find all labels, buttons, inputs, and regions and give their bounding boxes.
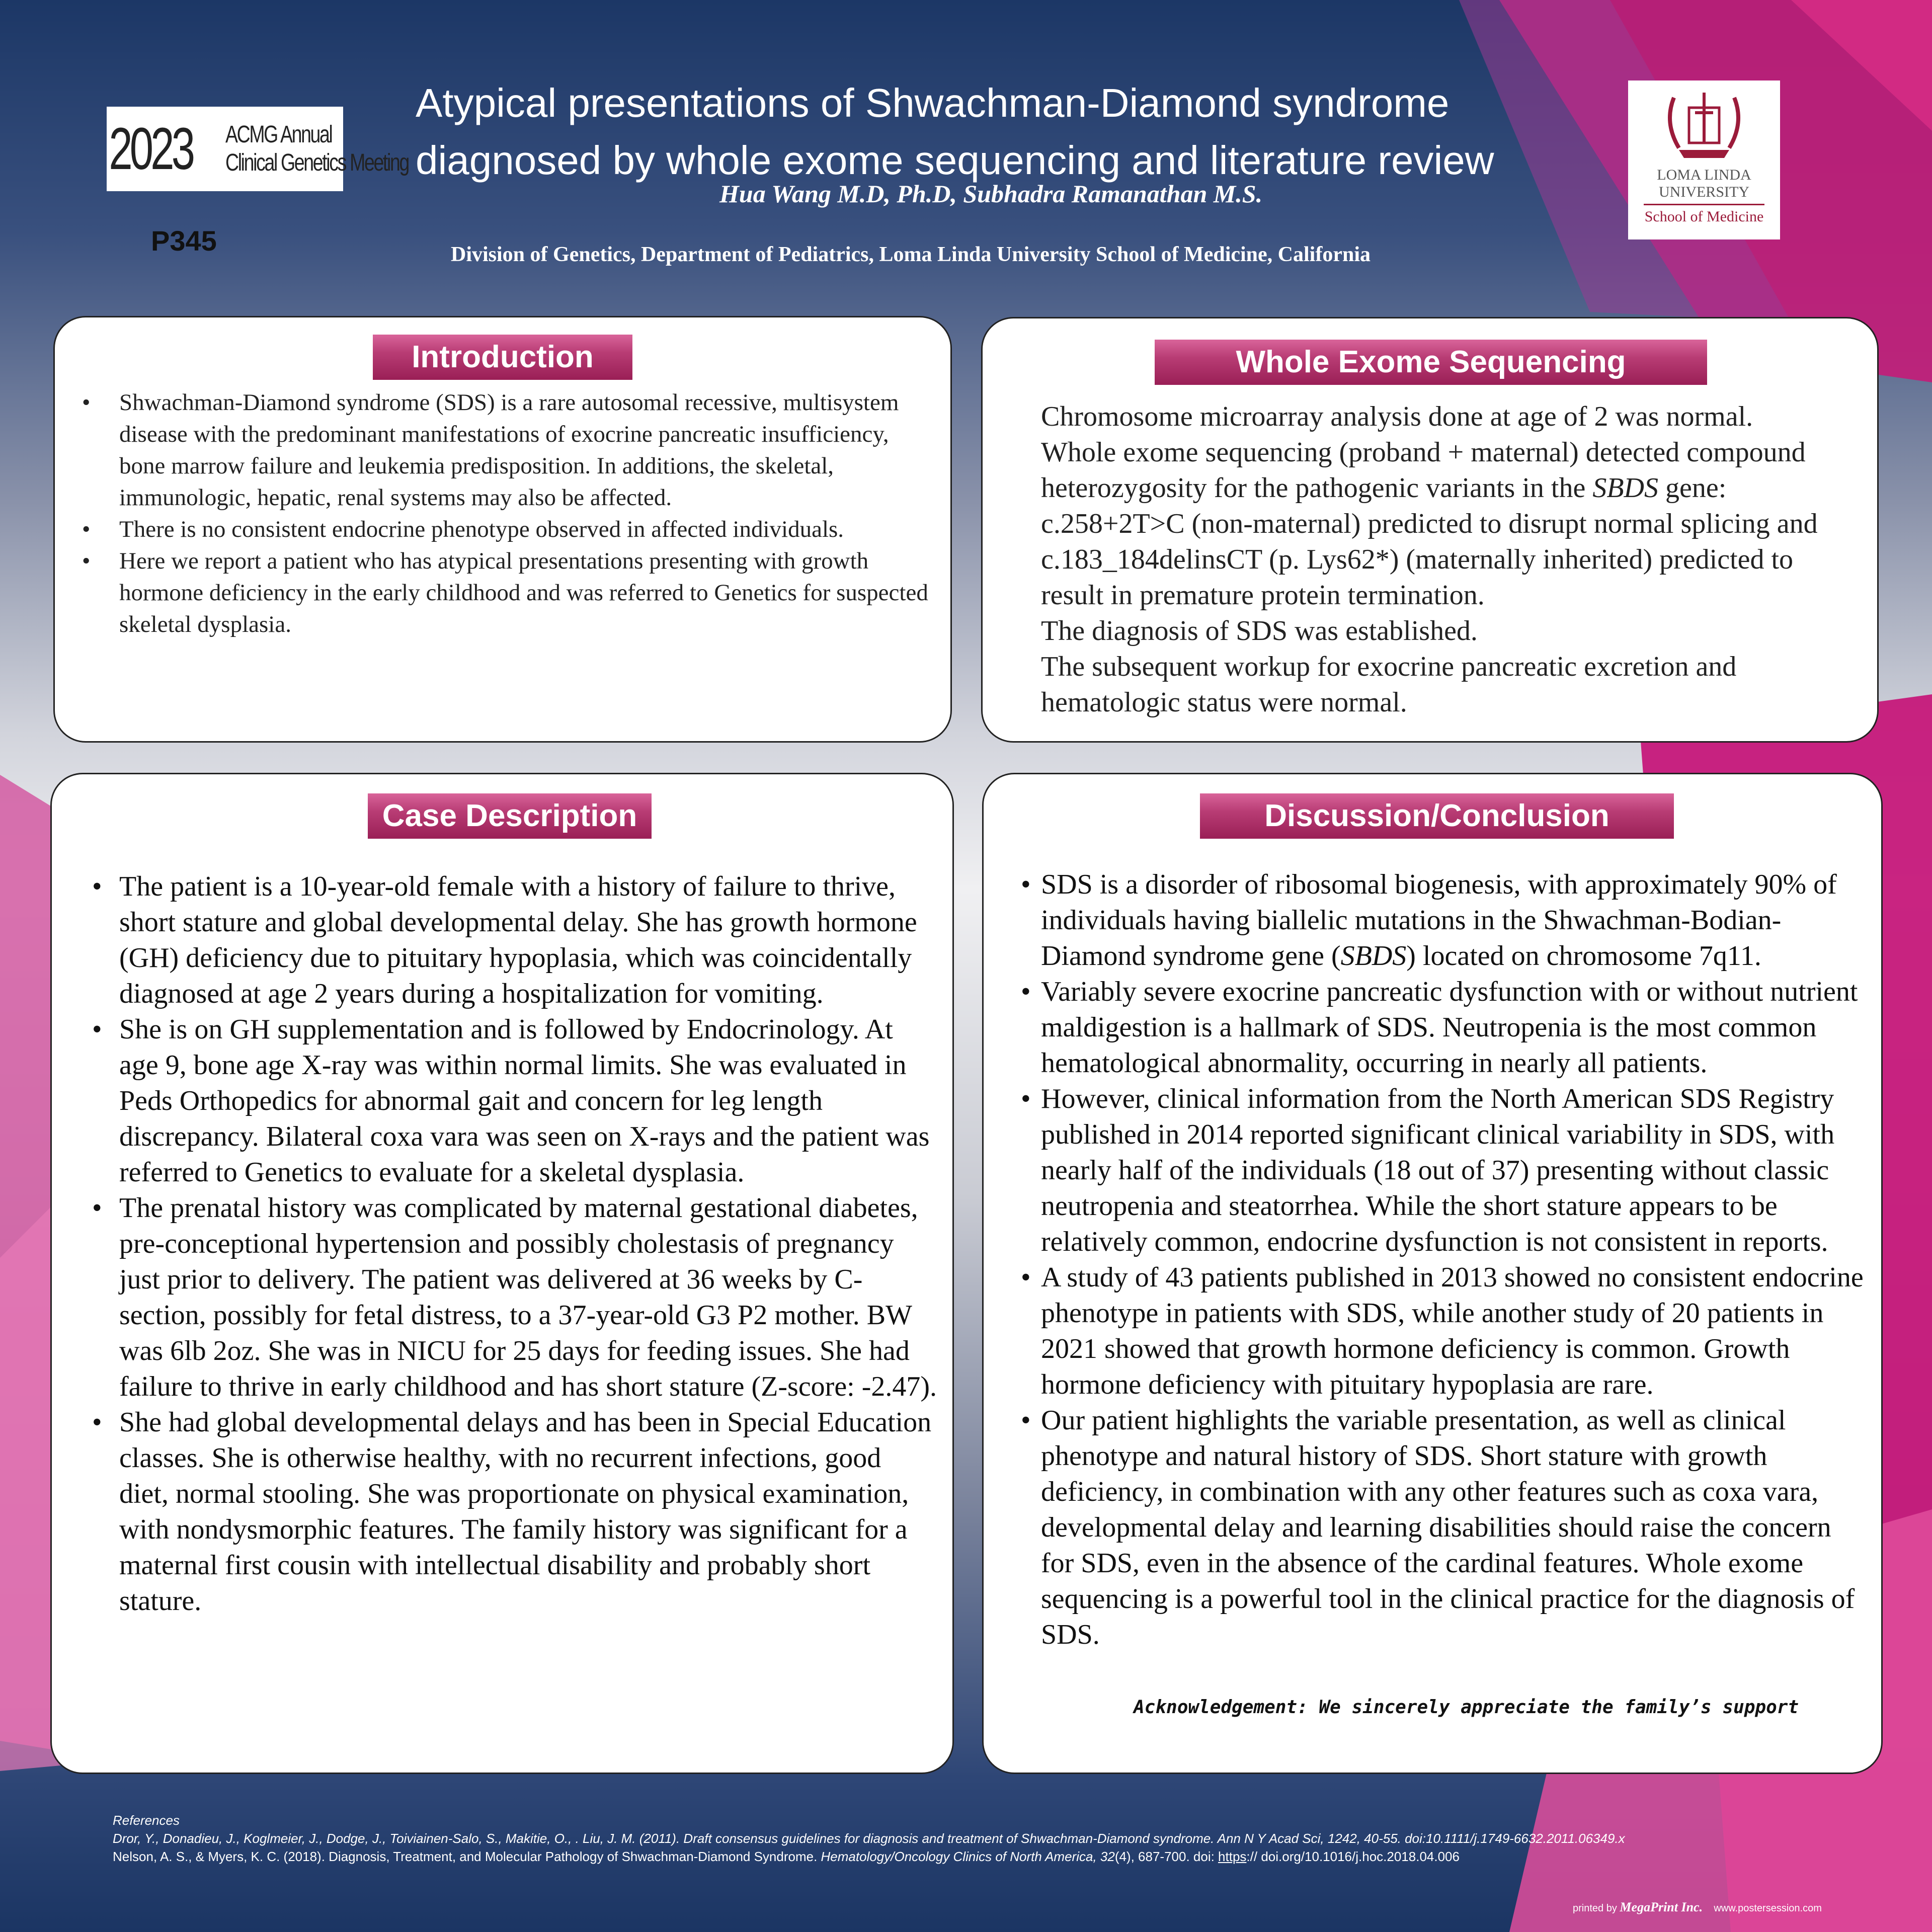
bullet-text: SDS is a disorder of ribosomal biogenesis, with approximately 90% of individuals having biallelic mutations in the Shwachman-Bodian-Diamond syndrome gene ( (1041, 869, 1837, 972)
bullet-text: A study of 43 patients published in 2013 showed no consistent endocrine phenotype in patients with SDS, while another study of 20 patients in 2021 showed that growth hormone deficiency is common. Growth hormone deficiency with pituitary hypoplasia are rare. (1041, 1262, 1864, 1400)
list-item (73, 545, 938, 640)
llu-school: School of Medicine (1644, 208, 1764, 225)
list-item (1021, 1260, 1866, 1403)
bullet-text: Shwachman-Diamond syndrome (SDS) is a rare autosomal recessive, multisystem disease with the predominant manifestations of exocrine pancreatic insufficiency, bone marrow failure and leukemia predisposition. In additions, the skeletal, immunologic, hepatic, renal systems may also be affected. (119, 389, 899, 511)
printer-site: www.postersession.com (1714, 1903, 1822, 1914)
gene-name: SBDS (1340, 940, 1407, 972)
poster-id: P345 (151, 225, 217, 257)
wes-p2b: gene: c.258+2T>C (non-maternal) predicted to disrupt normal splicing and c.183_184delinsCT (p. Lys62*) (maternally inherited) predicted to result in premature protein termination. (1041, 472, 1818, 611)
list-item (1021, 867, 1866, 974)
case-heading: Case Description (368, 793, 652, 839)
printer-credit (1573, 1900, 1822, 1915)
acmg-year: 2023 (109, 116, 193, 182)
llu-line2: UNIVERSITY (1659, 184, 1749, 200)
reference-2 (113, 1847, 1823, 1866)
authors: Hua Wang M.D, Ph.D, Subhadra Ramanathan M.S. (719, 180, 1263, 208)
affiliation: Division of Genetics, Department of Pediatrics, Loma Linda University School of Medicine, California (451, 243, 1371, 266)
acknowledgement: Acknowledgement: We sincerely appreciate the family’s support (1134, 1697, 1799, 1718)
doi-link[interactable]: https (1218, 1849, 1247, 1864)
bullet-icon: • (92, 1014, 102, 1045)
bullet-icon: • (92, 871, 102, 902)
references-heading: References (113, 1813, 180, 1828)
case-list (92, 869, 937, 1619)
wes-heading: Whole Exome Sequencing (1155, 340, 1707, 385)
wes-p3: The diagnosis of SDS was established. (1041, 615, 1478, 647)
list-item (92, 1012, 937, 1190)
bullet-icon: • (92, 1192, 102, 1224)
bullet-icon: • (92, 1407, 102, 1438)
bullet-text: She had global developmental delays and has been in Special Education classes. She is otherwise healthy, with no recurrent infections, good diet, normal stooling. She was proportionate on physical examination, with nondysmorphic features. The family history was significant for a maternal first cousin with intellectual disability and probably short stature. (119, 1407, 932, 1617)
discussion-list (1021, 867, 1866, 1653)
llu-divider (1644, 204, 1764, 205)
gene-name: SBDS (1592, 472, 1658, 504)
list-item (92, 869, 937, 1012)
wes-p1: Chromosome microarray analysis done at age of 2 was normal. (1041, 401, 1753, 432)
bullet-icon: • (1021, 1262, 1031, 1293)
list-item (92, 1190, 937, 1405)
introduction-heading: Introduction (373, 335, 632, 380)
bullet-text: However, clinical information from the North American SDS Registry published in 2014 reported significant clinical variability in SDS, with nearly half of the individuals (18 out of 37) presenting without classic neutropenia and steatorrhea. While the short stature appears to be relatively common, endocrine dysfunction is not consistent in reports. (1041, 1083, 1835, 1257)
reference-1: Dror, Y., Donadieu, J., Koglmeier, J., Dodge, J., Toiviainen-Salo, S., Makitie, O., . Liu, J. M. (2011). Draft consensus guidelines for diagnosis and treatment of Shwachman-Diamond syndrome. Ann N Y Acad Sci, 1242, 40-55. doi:10.1111/j.1749-6632.2011.06349.x (113, 1831, 1625, 1846)
llu-crest-icon (1659, 88, 1749, 163)
printed-by-label: printed by (1573, 1903, 1617, 1914)
title-line2: diagnosed by whole exome sequencing and literature review (416, 138, 1494, 183)
bullet-text: The prenatal history was complicated by maternal gestational diabetes, pre-conceptional hypertension and possibly cholestasis of pregnancy just prior to delivery. The patient was delivered at 36 weeks by C-section, possibly for fetal distress, to a 37-year-old G3 P2 mother. BW was 6lb 2oz. She was in NICU for 25 days for feeding issues. She had failure to thrive in early childhood and has short stature (Z-score: -2.47). (119, 1192, 937, 1402)
acmg-line2: Clinical Genetics Meeting (225, 149, 409, 176)
bullet-icon: • (1021, 1083, 1031, 1114)
acmg-line1: ACMG Annual (225, 121, 332, 148)
reference-2-doi: :// doi.org/10.1016/j.hoc.2018.04.006 (1246, 1849, 1460, 1864)
bullet-text: Here we report a patient who has atypical presentations presenting with growth hormone deficiency in the early childhood and was referred to Genetics for suspected skeletal dysplasia. (119, 548, 928, 637)
discussion-panel (982, 773, 1883, 1774)
bullet-text: There is no consistent endocrine phenotype observed in affected individuals. (119, 516, 844, 542)
bullet-icon: • (82, 548, 91, 574)
bullet-text: Variably severe exocrine pancreatic dysfunction with or without nutrient maldigestion is a hallmark of SDS. Neutropenia is the most common hematological abnormality, occurring in nearly all patients. (1041, 976, 1858, 1079)
list-item (1021, 1081, 1866, 1260)
acmg-logo (107, 107, 409, 191)
bullet-icon: • (82, 516, 91, 542)
bullet-text: She is on GH supplementation and is followed by Endocrinology. At age 9, bone age X-ray was within normal limits. She was evaluated in Peds Orthopedics for abnormal gait and concern for leg length discrepancy. Bilateral coxa vara was seen on X-rays and the patient was referred to Genetics to evaluate for a skeletal dysplasia. (119, 1014, 930, 1188)
case-panel (50, 773, 954, 1774)
list-item (73, 514, 938, 545)
reference-2-journal: Hematology/Oncology Clinics of North America, 32 (821, 1849, 1115, 1864)
bullet-text: The patient is a 10-year-old female with a history of failure to thrive, short stature and global developmental delay. She has growth hormone (GH) deficiency due to pituitary hypoplasia, which was coincidentally diagnosed at age 2 years during a hospitalization for vomiting. (119, 871, 917, 1009)
introduction-panel (53, 316, 952, 743)
bullet-icon: • (1021, 869, 1031, 900)
title-line1: Atypical presentations of Shwachman-Diamond syndrome (416, 80, 1450, 125)
llu-logo (1628, 80, 1780, 239)
introduction-list (73, 387, 938, 640)
bullet-icon: • (1021, 1405, 1031, 1436)
references (113, 1811, 1823, 1866)
poster-title (416, 74, 1573, 189)
list-item (73, 387, 938, 514)
wes-p2a: Whole exome sequencing (proband + maternal) detected compound heterozygosity for the pathogenic variants in the (1041, 437, 1806, 504)
bullet-text: ) located on chromosome 7q11. (1406, 940, 1761, 972)
bullet-icon: • (82, 389, 91, 416)
llu-line1: LOMA LINDA (1657, 167, 1751, 183)
reference-2-pages: (4), 687-700. doi: (1114, 1849, 1219, 1864)
bullet-text: Our patient highlights the variable presentation, as well as clinical phenotype and natural history of SDS. Short stature with growth deficiency, in combination with any other features such as coxa vara, developmental delay and learning disabilities should raise the concern for SDS, even in the absence of the cardinal features. Whole exome sequencing is a powerful tool in the clinical practice for the diagnosis of SDS. (1041, 1405, 1855, 1650)
bullet-icon: • (1021, 976, 1031, 1007)
wes-text (1041, 399, 1856, 720)
list-item (92, 1405, 937, 1619)
printer-company: MegaPrint Inc. (1620, 1900, 1703, 1914)
wes-p4: The subsequent workup for exocrine pancreatic excretion and hematologic status were normal. (1041, 651, 1737, 718)
wes-p2 (1041, 435, 1856, 613)
discussion-heading: Discussion/Conclusion (1200, 793, 1674, 839)
list-item (1021, 974, 1866, 1081)
reference-2-text: Nelson, A. S., & Myers, K. C. (2018). Diagnosis, Treatment, and Molecular Pathology of Shwachman-Diamond Syndrome. (113, 1849, 821, 1864)
list-item (1021, 1403, 1866, 1653)
wes-panel (981, 317, 1879, 743)
